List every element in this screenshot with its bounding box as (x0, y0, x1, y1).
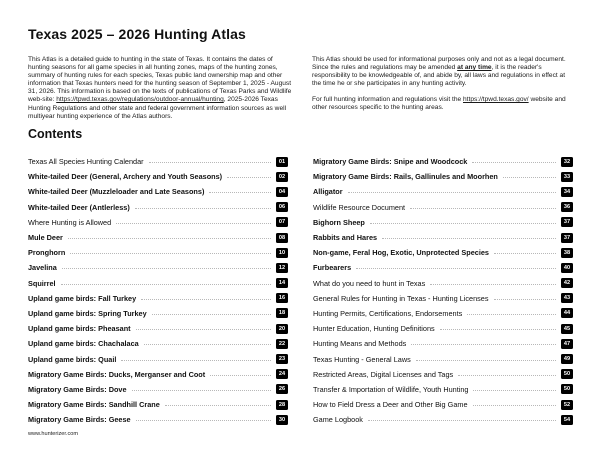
toc-entry-label: Texas Hunting - General Laws (313, 354, 411, 364)
toc-dot-leader (210, 375, 271, 376)
disclaimer-emphasis: at any time (457, 64, 492, 72)
toc-entry[interactable] (313, 184, 573, 199)
toc-page-number: 26 (276, 384, 288, 394)
toc-page-number: 50 (561, 384, 573, 394)
toc-dot-leader (473, 405, 556, 406)
intro-left-text-end: , 2025-2026 Texas Hunting Regulations and other state and federal government information sources as well multiyear hunting experience of the Atlas authors. (28, 96, 287, 120)
toc-dot-leader (165, 405, 271, 406)
toc-entry-label: White-tailed Deer (General, Archery and Youth Seasons) (28, 172, 223, 182)
toc-dot-leader (121, 360, 271, 361)
toc-entry-label: Upland game birds: Pheasant (28, 324, 131, 334)
toc-entry[interactable] (28, 336, 288, 351)
toc-entry-label: Upland game birds: Spring Turkey (28, 308, 147, 318)
toc-dot-leader (382, 238, 556, 239)
toc-entry-label: Wildlife Resource Document (313, 202, 406, 212)
toc-entry[interactable] (28, 397, 288, 412)
disclaimer-text-end: , it is the reader's responsibility to be knowledgeable of, and abide by, all laws and regulations in effect at the time he or she participates in any hunting activity. (312, 64, 566, 88)
toc-entry-label: Migratory Game Birds: Dove (28, 384, 127, 394)
toc-entry[interactable] (313, 336, 573, 351)
intro-right (312, 56, 574, 113)
toc-page-number: 07 (276, 217, 288, 227)
toc-page-number: 01 (276, 157, 288, 167)
toc-entry[interactable] (313, 276, 573, 291)
toc-right-column (313, 154, 573, 427)
toc-dot-leader (149, 162, 271, 163)
toc-dot-leader (70, 253, 271, 254)
toc-page-number: 38 (561, 248, 573, 258)
toc-entry-label: Migratory Game Birds: Snipe and Woodcock (313, 157, 468, 167)
toc-page-number: 08 (276, 233, 288, 243)
toc-page-number: 23 (276, 354, 288, 364)
toc-entry[interactable] (28, 351, 288, 366)
toc-entry[interactable] (313, 291, 573, 306)
toc-page-number: 36 (561, 202, 573, 212)
toc-dot-leader (62, 268, 271, 269)
toc-dot-leader (152, 314, 271, 315)
toc-page-number: 37 (561, 233, 573, 243)
toc-entry-label: Squirrel (28, 278, 56, 288)
toc-dot-leader (209, 192, 271, 193)
toc-dot-leader (440, 329, 556, 330)
toc-dot-leader (430, 284, 556, 285)
toc-entry-label: Alligator (313, 187, 343, 197)
toc-entry-label: Upland game birds: Chachalaca (28, 339, 139, 349)
intro-left (28, 56, 296, 121)
toc-page-number: 22 (276, 339, 288, 349)
toc-entry[interactable] (313, 230, 573, 245)
toc-dot-leader (144, 344, 271, 345)
toc-entry-label: Pronghorn (28, 248, 66, 258)
toc-dot-leader (348, 192, 556, 193)
toc-dot-leader (370, 223, 556, 224)
toc-entry[interactable] (28, 200, 288, 215)
toc-dot-leader (368, 420, 556, 421)
toc-dot-leader (135, 208, 271, 209)
toc-entry[interactable] (313, 397, 573, 412)
toc-page-number: 24 (276, 369, 288, 379)
toc-dot-leader (132, 390, 271, 391)
toc-entry-label: White-tailed Deer (Muzzleloader and Late Seasons) (28, 187, 205, 197)
toc-dot-leader (68, 238, 271, 239)
toc-entry[interactable] (28, 367, 288, 382)
toc-entry-label: Rabbits and Hares (313, 233, 378, 243)
toc-entry-label: Hunting Permits, Certifications, Endorsements (313, 308, 463, 318)
page-title: Texas 2025 – 2026 Hunting Atlas (28, 26, 246, 42)
toc-entry-label: Migratory Game Birds: Ducks, Merganser and Coot (28, 369, 206, 379)
toc-entry[interactable] (313, 169, 573, 184)
toc-dot-leader (136, 329, 271, 330)
toc-entry-label: What do you need to hunt in Texas (313, 278, 426, 288)
toc-entry[interactable] (28, 215, 288, 230)
more-info-paragraph (312, 96, 574, 112)
toc-entry[interactable] (28, 154, 288, 169)
toc-dot-leader (411, 344, 556, 345)
toc-page-number: 34 (561, 187, 573, 197)
toc-entry-label: Mule Deer (28, 233, 63, 243)
toc-page-number: 16 (276, 293, 288, 303)
toc-entry-label: Javelina (28, 263, 57, 273)
toc-page-number: 12 (276, 263, 288, 273)
toc-page-number: 49 (561, 354, 573, 364)
footer-url: www.hunterizer.com (28, 431, 79, 437)
toc-page-number: 20 (276, 324, 288, 334)
toc-page-number: 14 (276, 278, 288, 288)
tpwd-website-link[interactable]: https://tpwd.texas.gov/ (463, 96, 529, 104)
toc-page-number: 45 (561, 324, 573, 334)
toc-page-number: 43 (561, 293, 573, 303)
toc-dot-leader (473, 390, 556, 391)
toc-entry[interactable] (28, 412, 288, 427)
toc-entry[interactable] (313, 382, 573, 397)
toc-page-number: 37 (561, 217, 573, 227)
contents-heading: Contents (28, 127, 83, 141)
toc-entry-label: Non-game, Feral Hog, Exotic, Unprotected Species (313, 248, 489, 258)
toc-entry[interactable] (313, 367, 573, 382)
toc-dot-leader (467, 314, 556, 315)
toc-entry-label: Furbearers (313, 263, 352, 273)
toc-entry[interactable] (313, 321, 573, 336)
intro-left-paragraph (28, 56, 296, 121)
toc-entry-label: Upland game birds: Quail (28, 354, 117, 364)
toc-entry-label: Upland game birds: Fall Turkey (28, 293, 137, 303)
toc-entry[interactable] (313, 154, 573, 169)
toc-page-number: 33 (561, 172, 573, 182)
toc-dot-leader (136, 420, 271, 421)
toc-entry[interactable] (28, 321, 288, 336)
toc-dot-leader (494, 253, 556, 254)
toc-entry-label: Where Hunting is Allowed (28, 217, 112, 227)
toc-page-number: 32 (561, 157, 573, 167)
toc-entry[interactable] (313, 200, 573, 215)
toc-page-number: 18 (276, 308, 288, 318)
toc-page-number: 04 (276, 187, 288, 197)
toc-dot-leader (494, 299, 557, 300)
toc-entry-label: Game Logbook (313, 415, 363, 425)
toc-entry[interactable] (313, 260, 573, 275)
toc-page-number: 54 (561, 415, 573, 425)
toc-dot-leader (472, 162, 556, 163)
more-info-text-end: website and other resources specific to the hunting areas. (312, 96, 566, 112)
toc-page-number: 44 (561, 308, 573, 318)
tpwd-hunting-link[interactable]: https://tpwd.texas.gov/regulations/outdoor-annual/hunting (56, 96, 224, 104)
toc-entry-label: How to Field Dress a Deer and Other Big Game (313, 400, 468, 410)
toc-page-number: 02 (276, 172, 288, 182)
toc-entry-label: Migratory Game Birds: Sandhill Crane (28, 400, 160, 410)
toc-entry-label: White-tailed Deer (Antlerless) (28, 202, 130, 212)
toc-entry-label: Texas All Species Hunting Calendar (28, 157, 144, 167)
toc-entry[interactable] (28, 184, 288, 199)
toc-entry[interactable] (313, 215, 573, 230)
toc-dot-leader (458, 375, 556, 376)
toc-page-number: 47 (561, 339, 573, 349)
toc-page-number: 40 (561, 263, 573, 273)
toc-page-number: 52 (561, 400, 573, 410)
disclaimer-text: This Atlas should be used for informational purposes only and not as a legal document. Since the rules and regulations may be amended (312, 56, 566, 72)
toc-entry-label: Hunter Education, Hunting Definitions (313, 324, 435, 334)
toc-page-number: 50 (561, 369, 573, 379)
toc-entry[interactable] (28, 276, 288, 291)
toc-dot-leader (141, 299, 271, 300)
toc-page-number: 10 (276, 248, 288, 258)
toc-page-number: 06 (276, 202, 288, 212)
toc-dot-leader (227, 177, 271, 178)
toc-entry[interactable] (28, 245, 288, 260)
toc-entry[interactable] (313, 245, 573, 260)
toc-page-number: 42 (561, 278, 573, 288)
toc-entry[interactable] (28, 382, 288, 397)
toc-entry[interactable] (28, 291, 288, 306)
toc-entry[interactable] (28, 169, 288, 184)
toc-entry-label: Migratory Game Birds: Rails, Gallinules and Moorhen (313, 172, 498, 182)
more-info-text: For full hunting information and regulations visit the (312, 96, 464, 104)
toc-entry[interactable] (28, 260, 288, 275)
disclaimer-paragraph (312, 56, 574, 88)
toc-entry[interactable] (313, 412, 573, 427)
toc-dot-leader (61, 284, 271, 285)
toc-page-number: 28 (276, 400, 288, 410)
toc-entry-label: Migratory Game Birds: Geese (28, 415, 131, 425)
toc-entry-label: Hunting Means and Methods (313, 339, 407, 349)
toc-left-column (28, 154, 288, 427)
toc-dot-leader (410, 208, 556, 209)
intro-left-text: This Atlas is a detailed guide to hunting in the state of Texas. It contains the dates of hunting seasons for all game species in all hunting zones, maps of the hunting zones, summary of hunting rules for each species, Texas public land ownership map and other information that Texas hunters need for the hunting season of September 1, 2025 - August 31, 2026. This information is based on the texts of publications of Texas Parks and Wildlife web-site: (28, 56, 292, 104)
toc-entry[interactable] (28, 306, 288, 321)
toc-entry-label: Bighorn Sheep (313, 217, 365, 227)
toc-entry[interactable] (313, 306, 573, 321)
toc-entry[interactable] (313, 351, 573, 366)
toc-page-number: 30 (276, 415, 288, 425)
toc-dot-leader (116, 223, 271, 224)
toc-dot-leader (503, 177, 556, 178)
toc-entry[interactable] (28, 230, 288, 245)
toc-entry-label: Transfer & Importation of Wildlife, Youth Hunting (313, 384, 469, 394)
toc-entry-label: General Rules for Hunting in Texas - Hunting Licenses (313, 293, 489, 303)
toc-dot-leader (416, 360, 556, 361)
toc-entry-label: Restricted Areas, Digital Licenses and Tags (313, 369, 454, 379)
toc-dot-leader (356, 268, 556, 269)
